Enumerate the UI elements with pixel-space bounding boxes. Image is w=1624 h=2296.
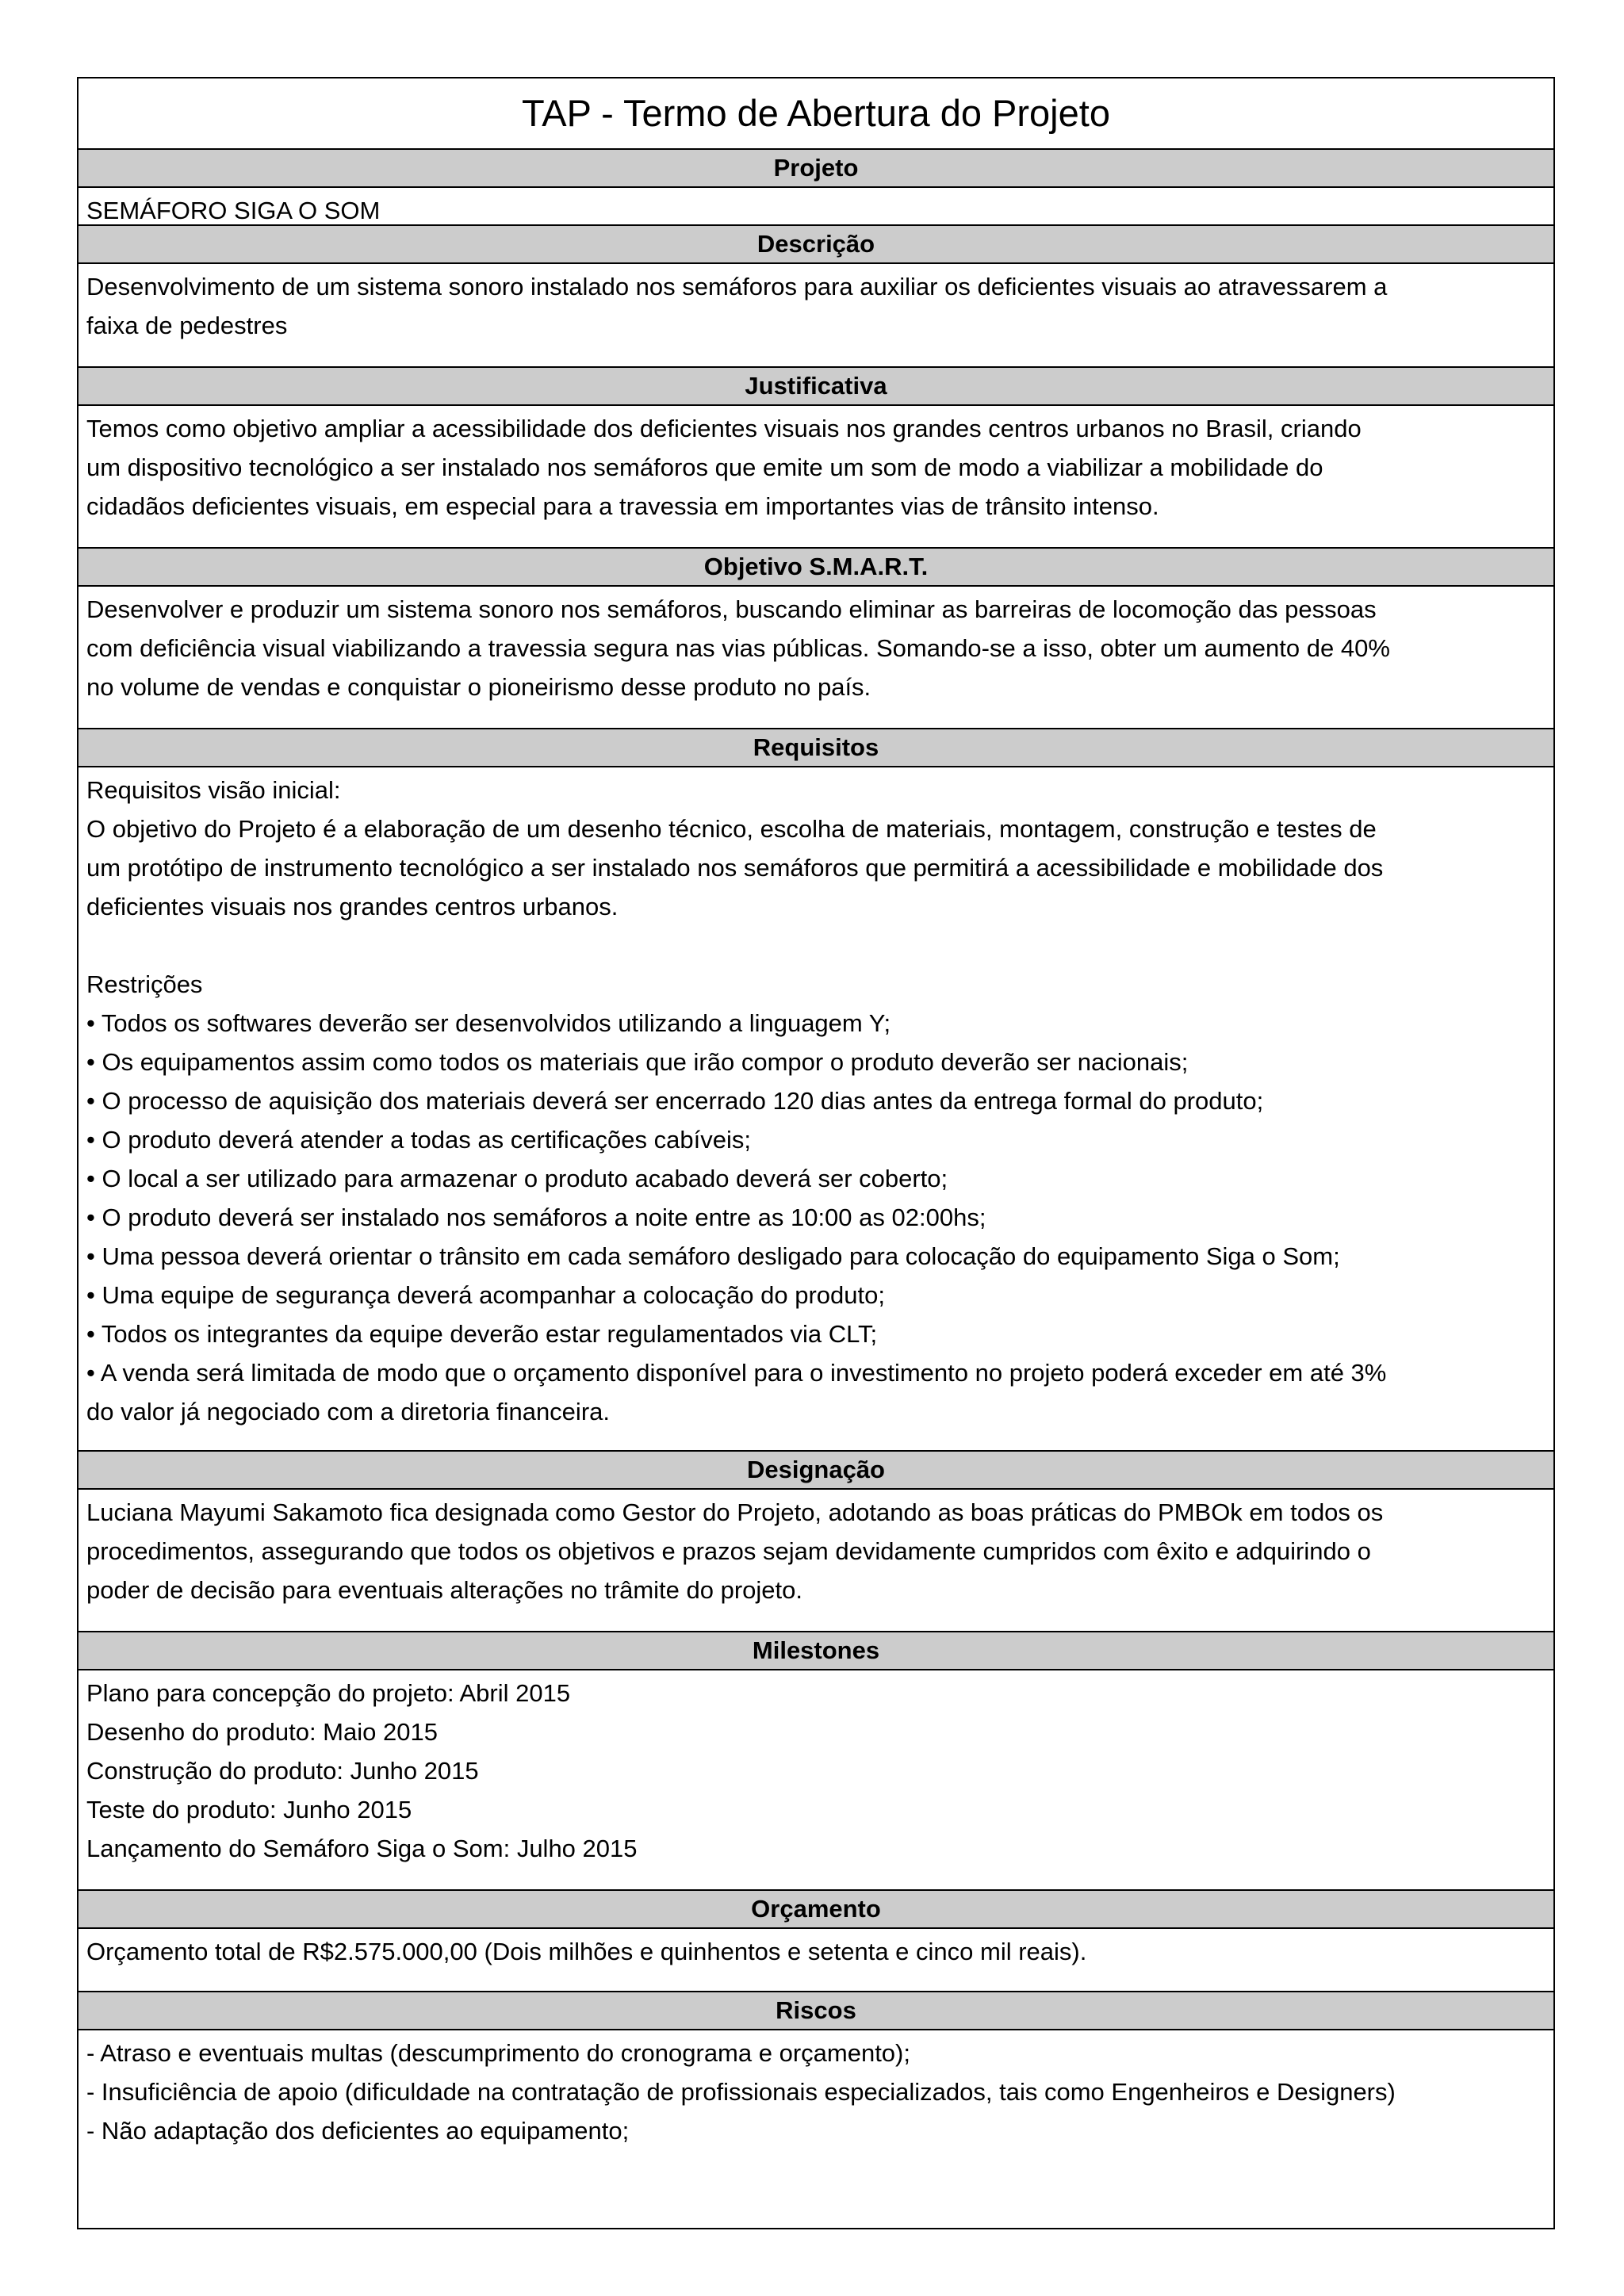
body-line: um protótipo de instrumento tecnológico a ser instalado nos semáforos que permitirá a acessibilidade e mobilidade dos <box>86 854 1384 882</box>
body-line: procedimentos, assegurando que todos os objetivos e prazos sejam devidamente cumpridos com êxito e adquirindo o <box>86 1537 1371 1565</box>
section-header-descricao: Descrição <box>79 224 1553 264</box>
body-line: Plano para concepção do projeto: Abril 2015 <box>86 1679 571 1707</box>
body-line: - Atraso e eventuais multas (descumprimento do cronograma e orçamento); <box>86 2039 910 2067</box>
body-line: - Insuficiência de apoio (dificuldade na contratação de profissionais especializados, tais como Engenheiros e Designers) <box>86 2078 1396 2106</box>
body-line: poder de decisão para eventuais alterações no trâmite do projeto. <box>86 1576 803 1604</box>
section-body-milestones <box>79 1670 1553 1889</box>
body-line: Construção do produto: Junho 2015 <box>86 1757 479 1785</box>
section-body-requisitos <box>79 767 1553 1450</box>
body-line: com deficiência visual viabilizando a travessia segura nas vias públicas. Somando-se a isso, obter um aumento de 40% <box>86 634 1390 662</box>
body-line: O objetivo do Projeto é a elaboração de um desenho técnico, escolha de materiais, montagem, construção e testes de <box>86 815 1377 843</box>
body-line: Desenho do produto: Maio 2015 <box>86 1718 438 1746</box>
section-body-descricao <box>79 264 1553 366</box>
body-line: • Uma equipe de segurança deverá acompanhar a colocação do produto; <box>86 1281 885 1309</box>
section-header-objetivo: Objetivo S.M.A.R.T. <box>79 547 1553 587</box>
section-header-designacao: Designação <box>79 1450 1553 1490</box>
body-line: • Os equipamentos assim como todos os materiais que irão compor o produto deverão ser nacionais; <box>86 1048 1189 1076</box>
body-line: Teste do produto: Junho 2015 <box>86 1796 412 1823</box>
section-body-projeto <box>79 188 1553 224</box>
body-line <box>86 926 1545 965</box>
body-line: • O local a ser utilizado para armazenar o produto acabado deverá ser coberto; <box>86 1165 948 1192</box>
body-line: faixa de pedestres <box>86 312 288 339</box>
body-line: • O produto deverá atender a todas as certificações cabíveis; <box>86 1126 751 1154</box>
body-line: no volume de vendas e conquistar o pioneirismo desse produto no país. <box>86 673 871 701</box>
section-header-riscos: Riscos <box>79 1991 1553 2030</box>
section-header-projeto: Projeto <box>79 148 1553 188</box>
body-line: • Todos os softwares deverão ser desenvolvidos utilizando a linguagem Y; <box>86 1009 891 1037</box>
body-line: Desenvolver e produzir um sistema sonoro nos semáforos, buscando eliminar as barreiras de locomoção das pessoas <box>86 595 1377 623</box>
body-line: do valor já negociado com a diretoria financeira. <box>86 1398 610 1425</box>
body-line: um dispositivo tecnológico a ser instalado nos semáforos que emite um som de modo a viabilizar a mobilidade do <box>86 453 1323 481</box>
body-line: deficientes visuais nos grandes centros urbanos. <box>86 893 619 920</box>
section-body-objetivo <box>79 587 1553 728</box>
section-body-designacao <box>79 1490 1553 1631</box>
body-line: • O produto deverá ser instalado nos semáforos a noite entre as 10:00 as 02:00hs; <box>86 1203 986 1231</box>
section-body-justificativa <box>79 406 1553 547</box>
body-line: • Uma pessoa deverá orientar o trânsito em cada semáforo desligado para colocação do equipamento Siga o Som; <box>86 1242 1340 1270</box>
body-line: • O processo de aquisição dos materiais deverá ser encerrado 120 dias antes da entrega formal do produto; <box>86 1087 1264 1115</box>
section-header-requisitos: Requisitos <box>79 728 1553 767</box>
body-line: Lançamento do Semáforo Siga o Som: Julho 2015 <box>86 1835 638 1862</box>
section-header-milestones: Milestones <box>79 1631 1553 1670</box>
section-body-riscos <box>79 2030 1553 2228</box>
body-line: • Todos os integrantes da equipe deverão estar regulamentados via CLT; <box>86 1320 878 1348</box>
document-title: TAP - Termo de Abertura do Projeto <box>522 92 1110 134</box>
body-line: Luciana Mayumi Sakamoto fica designada como Gestor do Projeto, adotando as boas práticas do PMBOk em todos os <box>86 1498 1384 1526</box>
body-line: Restrições <box>86 970 203 998</box>
section-body-orcamento <box>79 1929 1553 1991</box>
body-line: Orçamento total de R$2.575.000,00 (Dois milhões e quinhentos e setenta e cinco mil reais). <box>86 1938 1087 1965</box>
body-line: - Não adaptação dos deficientes ao equipamento; <box>86 2117 630 2145</box>
body-line: cidadãos deficientes visuais, em especial para a travessia em importantes vias de trânsito intenso. <box>86 492 1159 520</box>
body-line: SEMÁFORO SIGA O SOM <box>86 197 381 224</box>
tap-document <box>77 77 1555 2229</box>
body-line: • A venda será limitada de modo que o orçamento disponível para o investimento no projeto poderá exceder em até 3% <box>86 1359 1387 1387</box>
body-line: Desenvolvimento de um sistema sonoro instalado nos semáforos para auxiliar os deficientes visuais ao atravessarem a <box>86 273 1388 300</box>
body-line: Requisitos visão inicial: <box>86 776 341 804</box>
section-header-justificativa: Justificativa <box>79 366 1553 406</box>
section-header-orcamento: Orçamento <box>79 1889 1553 1929</box>
body-line: Temos como objetivo ampliar a acessibilidade dos deficientes visuais nos grandes centros urbanos no Brasil, criando <box>86 415 1362 442</box>
